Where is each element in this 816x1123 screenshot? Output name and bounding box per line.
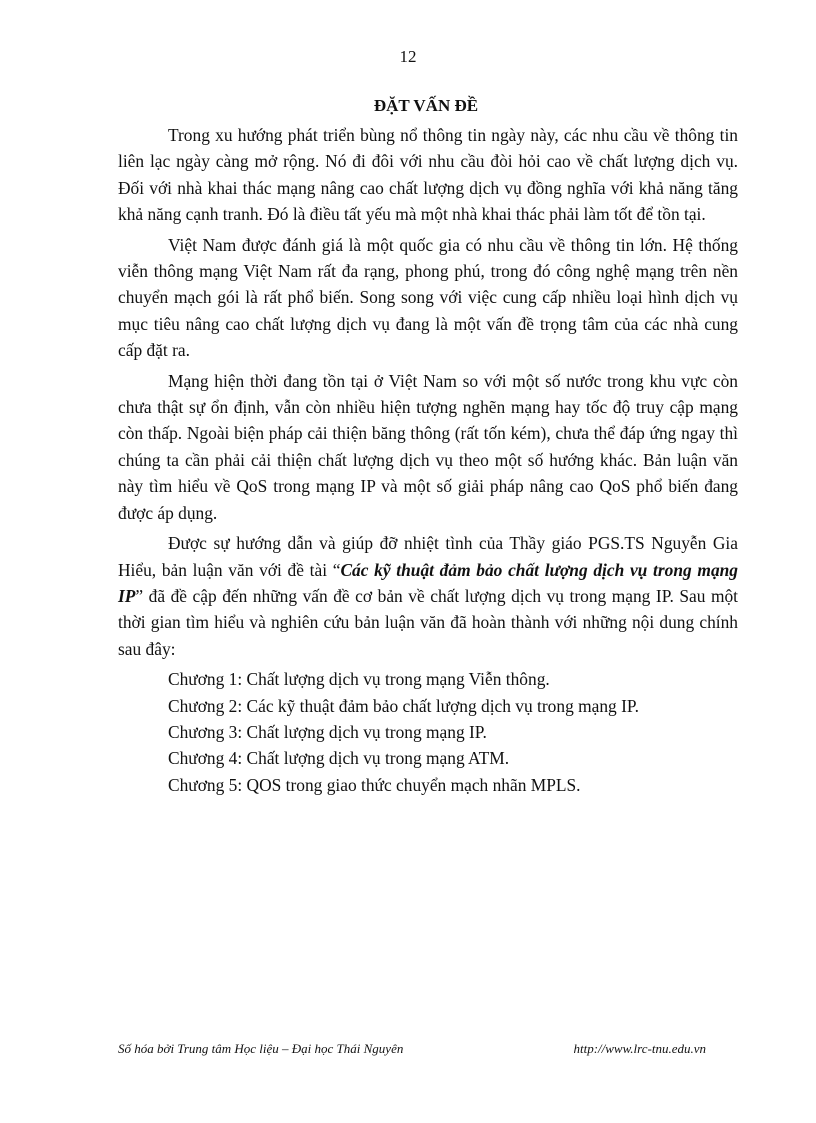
paragraph-4-after: ” đã đề cập đến những vấn đề cơ bản về chất lượng dịch vụ trong mạng IP. Sau một thời gian tìm hiểu và nghiên cứu bản luận văn đã hoàn thành với những nội dung chính sau đây: [118,585,738,659]
page-number: 12 [399,47,417,66]
paragraph-2: Việt Nam được đánh giá là một quốc gia có nhu cầu về thông tin lớn. Hệ thống viễn thông mạng Việt Nam rất đa rạng, phong phú, trong đó công nghệ mạng trên nền chuyển mạch gói là rất phổ biến. Song song với việc cung cấp nhiều loại hình dịch vụ mục tiêu nâng cao chất lượng dịch vụ đang là một vấn đề trọng tâm của các nhà cung cấp đặt ra. [118,234,738,361]
footer-url: http://www.lrc-tnu.edu.vn [573,1041,706,1056]
chapter-list [118,666,738,798]
page-title: ĐẶT VẤN ĐỀ [373,96,479,115]
paragraph-4-before: Được sự hướng dẫn và giúp đỡ nhiệt tình của Thầy giáo PGS.TS Nguyễn Gia Hiểu, bản luận văn với đề tài “ [118,533,738,580]
thesis-title: Các kỹ thuật đảm bảo chất lượng dịch vụ trong mạng IP [118,559,739,606]
chapter-item-4: Chương 4: Chất lượng dịch vụ trong mạng ATM. [168,748,510,769]
chapter-item-5: Chương 5: QOS trong giao thức chuyển mạch nhãn MPLS. [168,774,581,795]
paragraph-3: Mạng hiện thời đang tồn tại ở Việt Nam so với một số nước trong khu vực còn chưa thật sự ổn định, vẫn còn nhiều hiện tượng nghẽn mạng hay tốc độ truy cập mạng còn thấp. Ngoài biện pháp cải thiện băng thông (rất tốn kém), chưa thể đáp ứng ngay thì chúng ta cần phải cải thiện chất lượng dịch vụ theo một số hướng khác. Bản luận văn này tìm hiểu về QoS trong mạng IP và một số giải pháp nâng cao QoS phổ biến đang được áp dụng. [118,370,738,523]
chapter-item-3: Chương 3: Chất lượng dịch vụ trong mạng IP. [168,721,487,742]
paragraph-1: Trong xu hướng phát triển bùng nổ thông tin ngày này, các nhu cầu về thông tin liên lạc ngày càng mở rộng. Nó đi đôi với nhu cầu đòi hỏi cao về chất lượng dịch vụ. Đối với nhà khai thác mạng nâng cao chất lượng dịch vụ đồng nghĩa với khả năng tăng khả năng cạnh tranh. Đó là điều tất yếu mà một nhà khai thác phải làm tốt để tồn tại. [118,125,738,225]
paragraph-4 [118,530,738,662]
chapter-item-1: Chương 1: Chất lượng dịch vụ trong mạng Viễn thông. [168,669,550,690]
footer-source: Số hóa bởi Trung tâm Học liệu – Đại học Thái Nguyên [118,1041,404,1056]
document-body [118,122,738,798]
chapter-item-2: Chương 2: Các kỹ thuật đảm bảo chất lượng dịch vụ trong mạng IP. [168,695,639,716]
